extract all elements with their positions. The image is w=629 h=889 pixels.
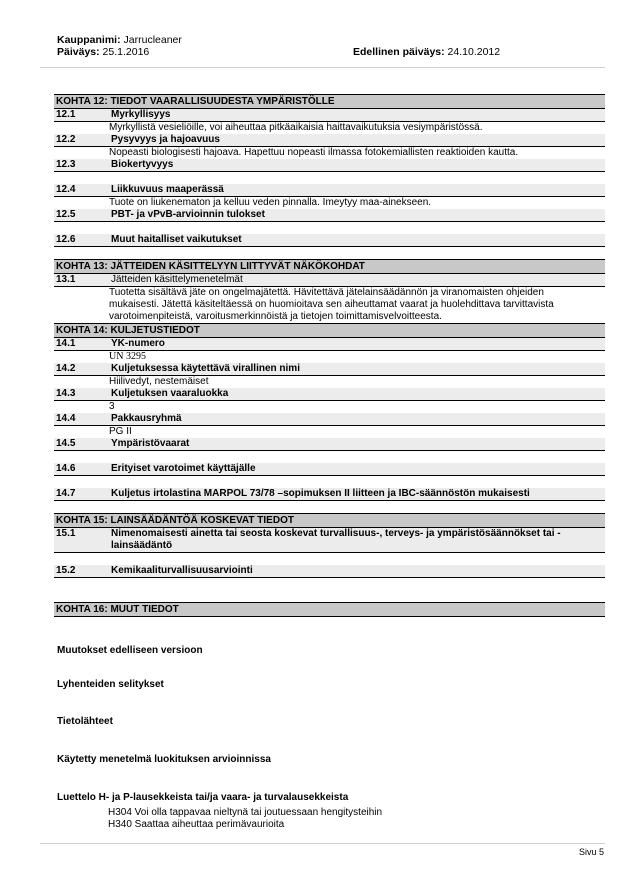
header-divider (40, 67, 605, 68)
page-number: Sivu 5 (578, 847, 604, 857)
section-16-heading: KOHTA 16: MUUT TIEDOT (54, 602, 605, 617)
section-14-7: 14.7 Kuljetus irtolastina MARPOL 73/78 –sopimuksen II liitteen ja IBC-säännöstön mukaisesti (54, 488, 605, 501)
previous-date: Edellinen päiväys: 24.10.2012 (353, 46, 501, 58)
waste-text-line-2: mukaisesti. Jätettä käsiteltäessä on huomioitava sen aiheuttamat vaarat ja huolehdittava tarvittavista (109, 299, 554, 310)
issue-date: Päiväys: 25.1.2016 (57, 46, 150, 58)
waste-text-line-1: Tuotetta sisältävä jäte on ongelmajätettä. Hävitettävä jätelainsäädännön ja viranomaisten ohjeiden (109, 287, 544, 298)
abbreviations-heading: Lyhenteiden selitykset (57, 679, 164, 690)
section-12-6: 12.6 Muut haitalliset vaikutukset (54, 234, 605, 247)
footer-divider (40, 843, 605, 844)
section-15-heading: KOHTA 15: LAINSÄÄDÄNTÖÄ KOSKEVAT TIEDOT (54, 513, 605, 528)
phrases-heading: Luettelo H- ja P-lausekkeista tai/ja vaara- ja turvalausekkeista (57, 792, 349, 803)
sources-heading: Tietolähteet (57, 716, 113, 727)
method-heading: Käytetty menetelmä luokituksen arvioinnissa (57, 754, 271, 765)
degradability-text: Nopeasti biologisesti hajoava. Hapettuu nopeasti ilmassa fotokemiallisten reaktioiden kautta. (109, 147, 519, 158)
waste-text-line-3: varotoimenpiteistä, varoitusmerkinnöistä ja tietojen toimittamisvelvoitteesta. (109, 311, 442, 322)
section-12-4: 12.4 Liikkuvuus maaperässä (54, 184, 605, 197)
section-14-1: 14.1 YK-numero (54, 338, 605, 351)
un-number-value: UN 3295 (109, 351, 146, 362)
h340-phrase: H340 Saattaa aiheuttaa perimävaurioita (108, 819, 285, 830)
section-13-heading: KOHTA 13: JÄTTEIDEN KÄSITTELYYN LIITTYVÄT NÄKÖKOHDAT (54, 259, 605, 274)
changes-heading: Muutokset edelliseen versioon (57, 645, 203, 656)
section-14-5: 14.5 Ympäristövaarat (54, 438, 605, 451)
h304-phrase: H304 Voi olla tappavaa nieltynä tai joutuessaan hengitysteihin (108, 807, 383, 818)
section-14-heading: KOHTA 14: KULJETUSTIEDOT (54, 323, 605, 338)
section-14-6: 14.6 Erityiset varotoimet käyttäjälle (54, 463, 605, 476)
section-12-2: 12.2 Pysyvyys ja hajoavuus (54, 134, 605, 147)
shipping-name-value: Hiilivedyt, nestemäiset (109, 376, 209, 387)
section-14-3: 14.3 Kuljetuksen vaaraluokka (54, 388, 605, 401)
section-14-2: 14.2 Kuljetuksessa käytettävä virallinen nimi (54, 363, 605, 376)
section-13-1: 13.1 Jätteiden käsittelymenetelmät (54, 274, 605, 287)
toxicity-text: Myrkyllistä vesieliöille, voi aiheuttaa pitkäaikaisia haittavaikutuksia vesiympäristössä. (109, 122, 483, 133)
section-12-heading: KOHTA 12: TIEDOT VAARALLISUUDESTA YMPÄRISTÖLLE (54, 94, 605, 109)
section-12-5: 12.5 PBT- ja vPvB-arvioinnin tulokset (54, 209, 605, 222)
section-12-3: 12.3 Biokertyvyys (54, 159, 605, 172)
section-12-1: 12.1 Myrkyllisyys (54, 109, 605, 122)
section-14-4: 14.4 Pakkausryhmä (54, 413, 605, 426)
packing-group-value: PG II (109, 426, 132, 437)
document-body (54, 94, 605, 617)
mobility-text: Tuote on liukenematon ja kelluu veden pinnalla. Imeytyy maa-ainekseen. (109, 197, 432, 208)
hazard-class-value: 3 (109, 401, 115, 412)
section-15-2: 15.2 Kemikaaliturvallisuusarviointi (54, 565, 605, 578)
trade-name: Kauppanimi: Jarrucleaner (57, 34, 182, 46)
section-15-1: 15.1 Nimenomaisesti ainetta tai seosta koskevat turvallisuus-, terveys- ja ympäristösäännökset tai - lainsäädäntö (54, 528, 605, 553)
